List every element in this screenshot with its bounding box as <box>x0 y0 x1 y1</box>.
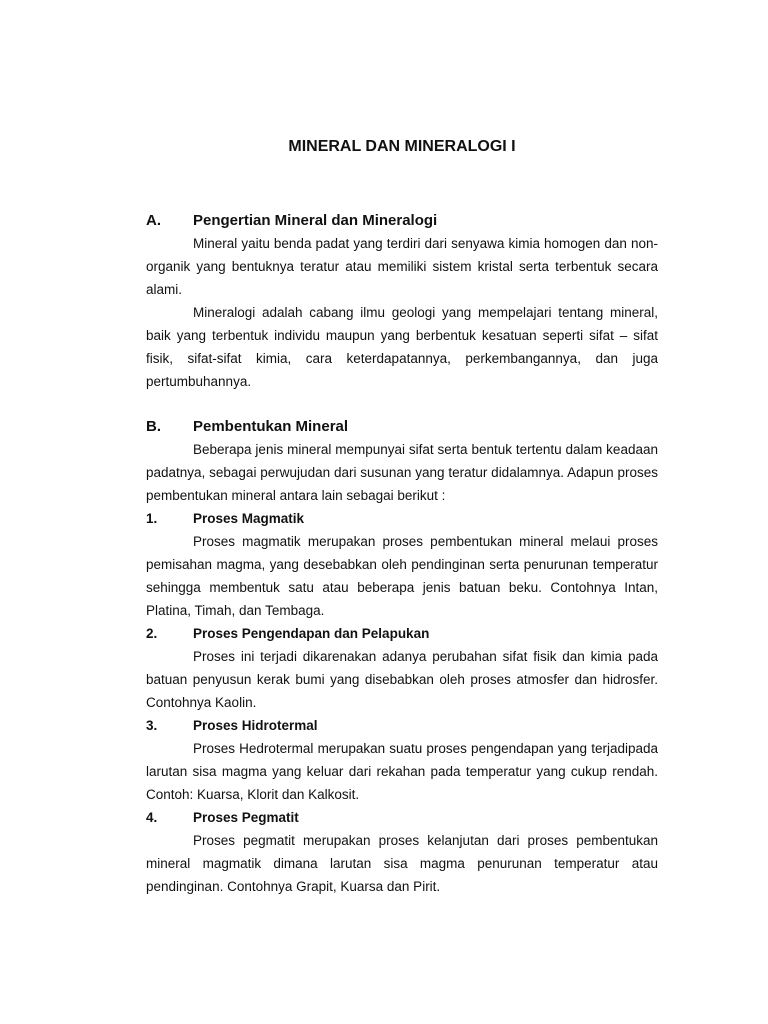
section-a-title: Pengertian Mineral dan Mineralogi <box>193 212 438 229</box>
item-1-text: Proses magmatik merupakan proses pembentukan mineral melaui proses pemisahan magma, yang desebabkan oleh pendinginan serta penurunan temperatur sehingga membentuk satu atau beberapa jenis batuan beku. Contohnya Intan, Platina, Timah, dan Tembaga. <box>146 534 658 618</box>
section-b-letter: B. <box>146 418 161 435</box>
section-a-paragraph-1: Mineral yaitu benda padat yang terdiri dari senyawa kimia homogen dan non-organik yang bentuknya teratur atau memiliki sistem kristal serta terbentuk secara alami. <box>146 236 658 297</box>
item-3-text: Proses Hedrotermal merupakan suatu proses pengendapan yang terjadipada larutan sisa magma yang keluar dari rekahan pada temperatur yang cukup rendah. Contoh: Kuarsa, Klorit dan Kalkosit. <box>146 741 658 802</box>
section-b-heading <box>146 416 658 438</box>
section-b-intro: Beberapa jenis mineral mempunyai sifat serta bentuk tertentu dalam keadaan padatnya, sebagai perwujudan dari susunan yang teratur didalamnya. Adapun proses pembentukan mineral antara lain sebagai berikut : <box>146 442 658 503</box>
document-title: MINERAL DAN MINERALOGI I <box>288 138 516 155</box>
item-1-number: 1. <box>146 511 158 526</box>
section-a-paragraph-2: Mineralogi adalah cabang ilmu geologi yang mempelajari tentang mineral, baik yang terbentuk individu maupun yang berbentuk kesatuan seperti sifat – sifat fisik, sifat-sifat kimia, cara keterdapatannya, perkembangannya, dan juga pertumbuhannya. <box>146 305 658 389</box>
item-2-heading <box>146 622 658 645</box>
section-a-heading <box>146 210 658 232</box>
item-4-number: 4. <box>146 810 158 825</box>
item-1-heading <box>146 507 658 530</box>
section-a-letter: A. <box>146 212 161 229</box>
document-page <box>146 136 658 898</box>
item-2-title: Proses Pengendapan dan Pelapukan <box>193 626 430 641</box>
section-b-title: Pembentukan Mineral <box>193 418 349 435</box>
item-4-title: Proses Pegmatit <box>193 810 299 825</box>
item-3-title: Proses Hidrotermal <box>193 718 318 733</box>
item-3-heading <box>146 714 658 737</box>
item-1-title: Proses Magmatik <box>193 511 305 526</box>
item-4-heading <box>146 806 658 829</box>
item-2-number: 2. <box>146 626 158 641</box>
item-3-number: 3. <box>146 718 158 733</box>
item-2-text: Proses ini terjadi dikarenakan adanya perubahan sifat fisik dan kimia pada batuan penyusun kerak bumi yang disebabkan oleh proses atmosfer dan hidrosfer. Contohnya Kaolin. <box>146 649 658 710</box>
section-spacer <box>146 393 658 416</box>
item-4-text: Proses pegmatit merupakan proses kelanjutan dari proses pembentukan mineral magmatik dimana larutan sisa magma penurunan temperatur atau pendinginan. Contohnya Grapit, Kuarsa dan Pirit. <box>146 833 658 894</box>
